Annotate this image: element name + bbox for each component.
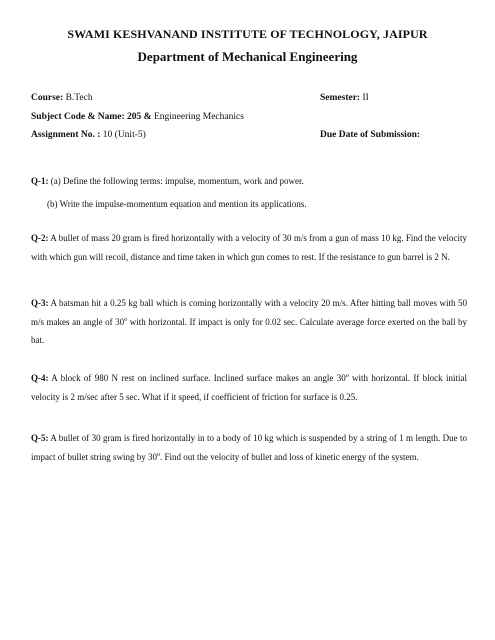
degree-symbol: o <box>157 451 160 458</box>
subject-value: Engineering Mechanics <box>151 112 244 122</box>
subject-label: Subject Code & Name: 205 & <box>31 112 152 122</box>
question-1 <box>31 172 467 191</box>
semester-line <box>320 93 369 103</box>
due-date-label: Due Date of Submission: <box>320 130 421 140</box>
question-3-text-1: A batsman hit a 0.25 kg ball which is coming horizontally with a velocity 20 m/s. After hitting ball moves with 50 m/s makes an angle of 30 <box>31 298 467 327</box>
course-value: B.Tech <box>63 93 93 103</box>
semester-label: Semester: <box>320 93 361 103</box>
question-1-part-a: (a) Define the following terms: impulse, momentum, work and power. <box>48 176 304 186</box>
question-1-label: Q-1: <box>31 176 49 186</box>
question-5-text-1: A bullet of 30 gram is fired horizontally in to a body of 10 kg which is suspended by a string of 1 m length. Due to impact of bullet string swing by 30 <box>31 433 467 462</box>
assignment-line <box>31 130 146 140</box>
question-4-label: Q-4: <box>31 373 49 383</box>
assignment-label: Assignment No. : <box>31 130 101 140</box>
question-1-part-b: (b) Write the impulse-momentum equation and mention its applications. <box>47 199 307 209</box>
question-2-label: Q-2: <box>31 233 49 243</box>
assignment-value: 10 (Unit-5) <box>100 130 146 140</box>
department-name: Department of Mechanical Engineering <box>137 49 358 64</box>
question-5-text-2: . Find out the velocity of bullet and loss of kinetic energy of the system. <box>160 451 419 462</box>
degree-symbol: o <box>345 373 349 379</box>
question-2 <box>31 229 467 266</box>
question-5-label: Q-5: <box>31 433 49 443</box>
subject-line <box>31 112 244 122</box>
question-4 <box>31 369 467 406</box>
degree-symbol: o <box>124 316 128 323</box>
question-2-text: A bullet of mass 20 gram is fired horizontally with a velocity of 30 m/s from a gun of mass 10 kg. Find the velocity with which gun will recoil, distance and time taken in which gun comes to rest. If the resistance to gun barrel is 2 N. <box>31 233 467 262</box>
question-4-text-1: A block of 980 N rest on inclined surface. Inclined surface makes an angle 30 <box>48 373 346 383</box>
question-3-label: Q-3: <box>31 298 49 308</box>
institute-name: SWAMI KESHVANAND INSTITUTE OF TECHNOLOGY, JAIPUR <box>67 27 428 41</box>
question-3 <box>31 294 467 350</box>
course-line <box>31 93 93 103</box>
question-5 <box>31 429 467 466</box>
question-3-text-2: with horizontal. If impact is only for 0.02 sec. Calculate average force exerted on the ball by bat. <box>31 316 467 345</box>
due-date-line <box>320 130 420 140</box>
semester-value: II <box>360 93 369 103</box>
course-label: Course: <box>31 93 64 103</box>
question-4-text-2: with horizontal. If block initial velocity is 2 m/sec after 5 sec. What if it speed, if coefficient of friction for surface is 0.25. <box>31 373 467 402</box>
